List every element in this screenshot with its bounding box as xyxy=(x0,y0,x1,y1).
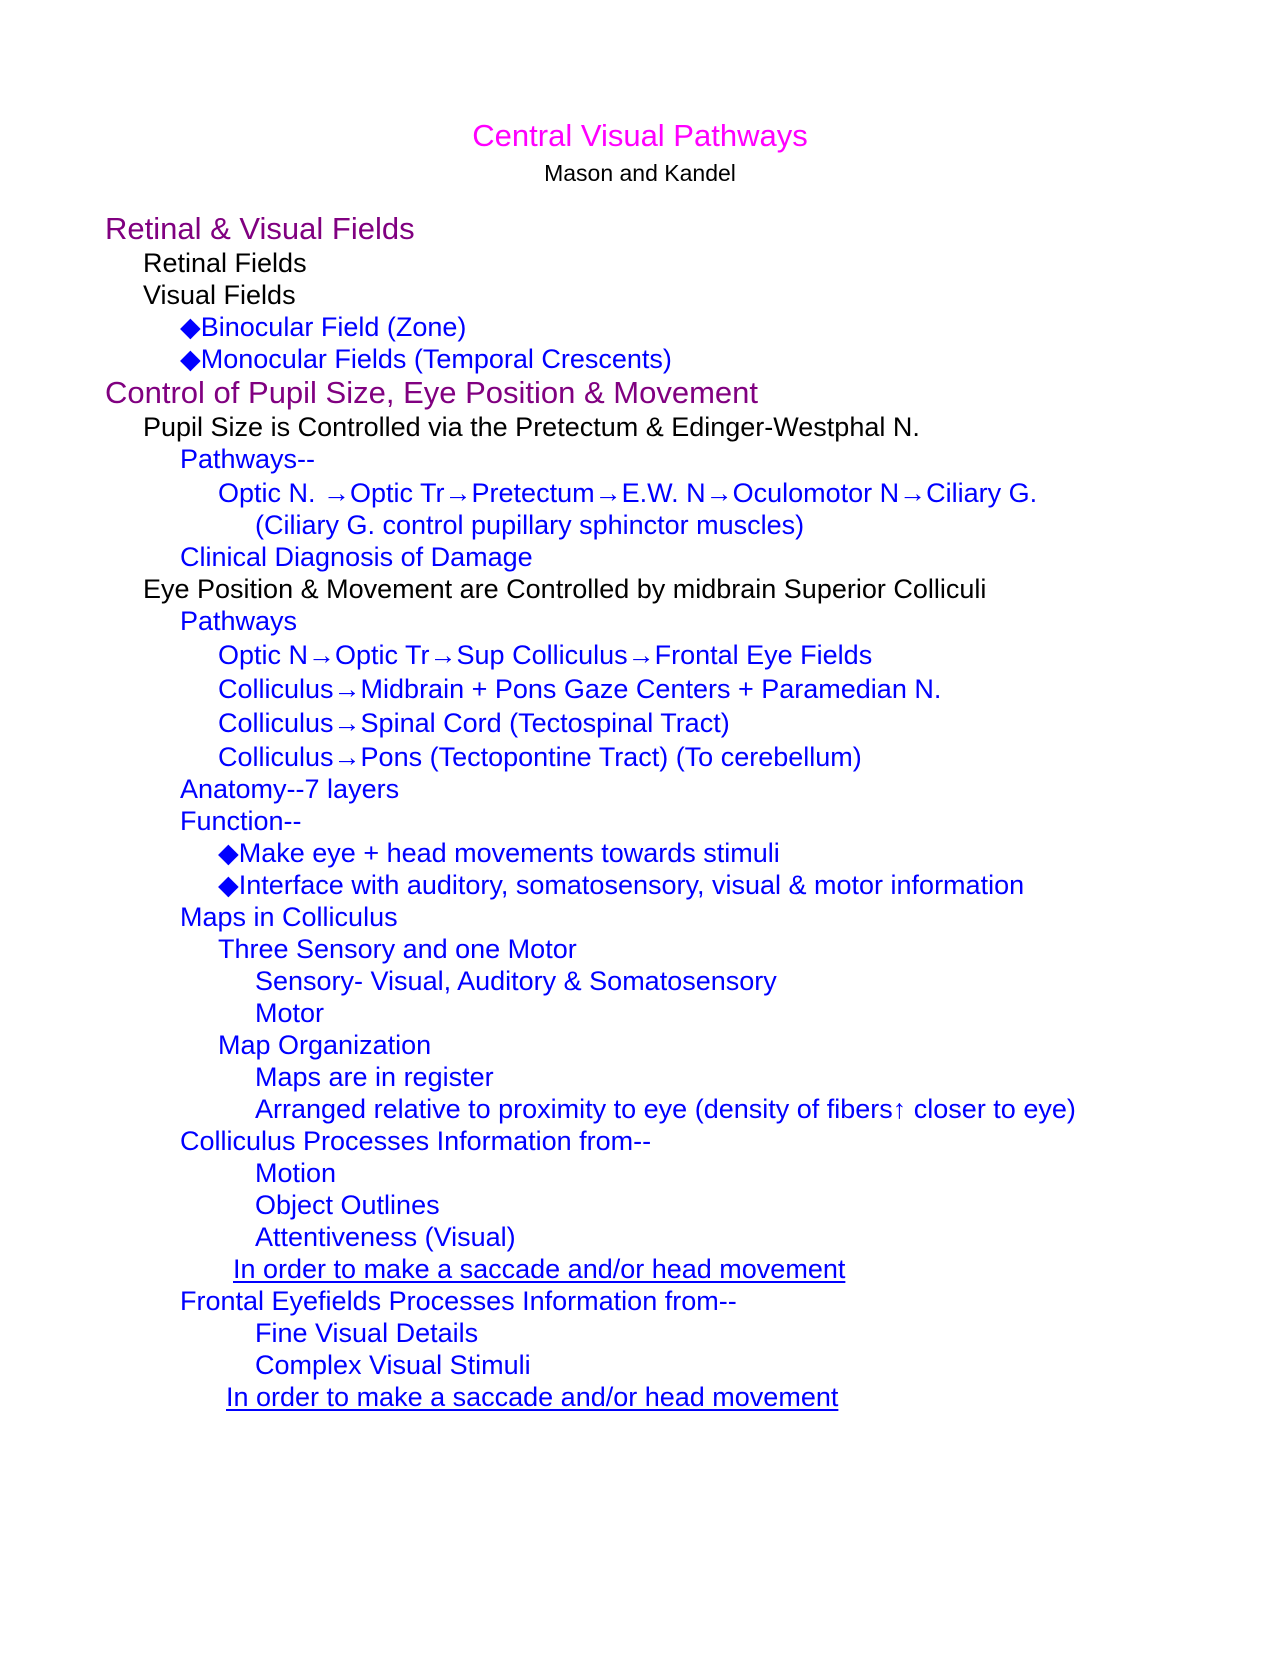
outline-line: Frontal Eyefields Processes Information from-- xyxy=(180,1286,737,1316)
outline-line: Arranged relative to proximity to eye (density of fibers↑ closer to eye) xyxy=(255,1094,1076,1124)
outline-line: Colliculus→Midbrain + Pons Gaze Centers + Paramedian N. xyxy=(218,674,942,704)
outline-line: Eye Position & Movement are Controlled by midbrain Superior Colliculi xyxy=(143,574,987,604)
outline-line: Colliculus→Pons (Tectopontine Tract) (To cerebellum) xyxy=(218,742,862,772)
outline-line: ◆Interface with auditory, somatosensory, visual & motor information xyxy=(218,870,1025,900)
outline-line: Colliculus→Spinal Cord (Tectospinal Tract) xyxy=(218,708,730,738)
outline-line: Pupil Size is Controlled via the Pretectum & Edinger-Westphal N. xyxy=(143,412,920,442)
outline-line: Map Organization xyxy=(218,1030,432,1060)
outline-line: In order to make a saccade and/or head movement xyxy=(233,1254,846,1284)
outline-line: Attentiveness (Visual) xyxy=(255,1222,516,1252)
outline-line: Fine Visual Details xyxy=(255,1318,479,1348)
outline-line: ◆Monocular Fields (Temporal Crescents) xyxy=(180,344,672,374)
outline-line: Function-- xyxy=(180,806,302,836)
outline-line: Maps in Colliculus xyxy=(180,902,398,932)
outline-line: Maps are in register xyxy=(255,1062,494,1092)
outline-line: Motion xyxy=(255,1158,337,1188)
outline-line: Retinal Fields xyxy=(143,248,307,278)
outline-line: Anatomy--7 layers xyxy=(180,774,400,804)
outline-line: Optic N. →Optic Tr→Pretectum→E.W. N→Oculomotor N→Ciliary G. xyxy=(218,478,1038,508)
outline-line: ◆Make eye + head movements towards stimuli xyxy=(218,838,780,868)
outline-line: Colliculus Processes Information from-- xyxy=(180,1126,652,1156)
outline-line: Complex Visual Stimuli xyxy=(255,1350,531,1380)
outline-line: Optic N→Optic Tr→Sup Colliculus→Frontal Eye Fields xyxy=(218,640,873,670)
section-heading: Control of Pupil Size, Eye Position & Movement xyxy=(105,375,759,410)
outline-line: Pathways-- xyxy=(180,444,316,474)
section-heading: Retinal & Visual Fields xyxy=(105,211,415,246)
outline-line: Three Sensory and one Motor xyxy=(218,934,577,964)
outline-line: Clinical Diagnosis of Damage xyxy=(180,542,533,572)
page-subtitle: Mason and Kandel xyxy=(544,160,736,186)
outline-line: In order to make a saccade and/or head movement xyxy=(226,1382,839,1412)
page-title: Central Visual Pathways xyxy=(472,118,808,153)
outline-line: Object Outlines xyxy=(255,1190,440,1220)
outline-line: Visual Fields xyxy=(143,280,296,310)
outline-line: Pathways xyxy=(180,606,298,636)
outline-line: Motor xyxy=(255,998,325,1028)
outline-line: Sensory- Visual, Auditory & Somatosensory xyxy=(255,966,777,996)
outline-line: ◆Binocular Field (Zone) xyxy=(180,312,467,342)
outline-line: (Ciliary G. control pupillary sphinctor muscles) xyxy=(255,510,805,540)
